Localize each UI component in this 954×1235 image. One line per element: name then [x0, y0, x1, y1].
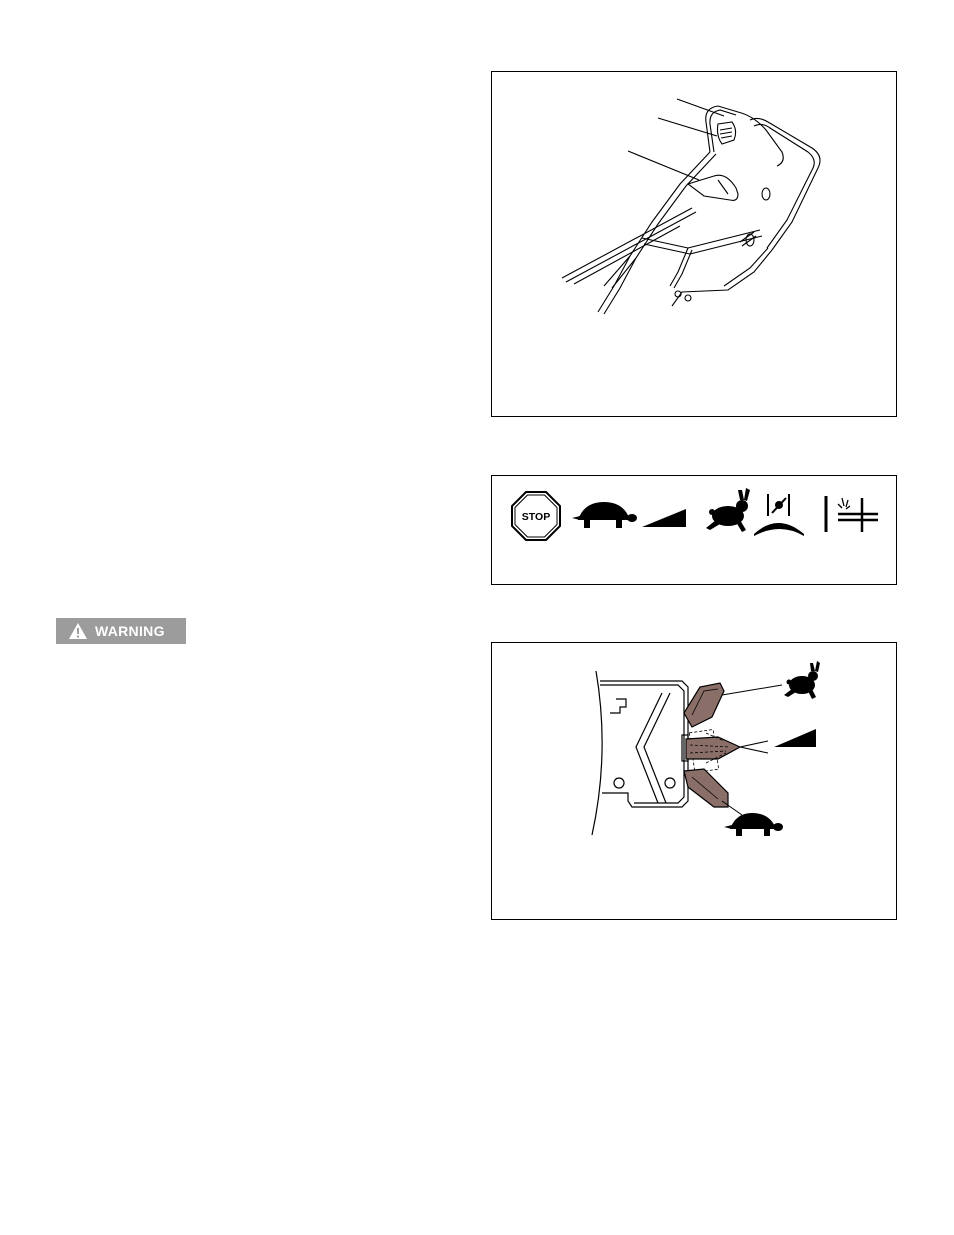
rabbit-fast-icon — [706, 488, 750, 532]
warning-badge — [56, 618, 186, 644]
choke-icon — [754, 494, 804, 536]
turtle-slow-icon — [572, 502, 637, 528]
throttle-wedge-icon — [774, 729, 816, 747]
rabbit-fast-icon — [784, 661, 820, 699]
stop-sign-icon — [512, 492, 560, 540]
warning-label: WARNING — [95, 623, 165, 639]
turtle-slow-icon — [724, 813, 783, 836]
stop-label: STOP — [521, 511, 551, 523]
throttle-wedge-icon — [642, 509, 686, 527]
warning-triangle-icon — [68, 622, 88, 640]
figure-handle-controls — [491, 71, 897, 417]
figure-throttle-positions — [491, 642, 897, 920]
lever-fast-position — [684, 683, 724, 727]
lever-slow-position — [684, 769, 728, 807]
lever-mid-position — [686, 730, 740, 773]
mower-handle-illustration — [492, 72, 898, 418]
primer-icon — [826, 496, 878, 532]
throttle-control-illustration — [492, 643, 898, 921]
figure-control-symbols — [491, 475, 897, 585]
